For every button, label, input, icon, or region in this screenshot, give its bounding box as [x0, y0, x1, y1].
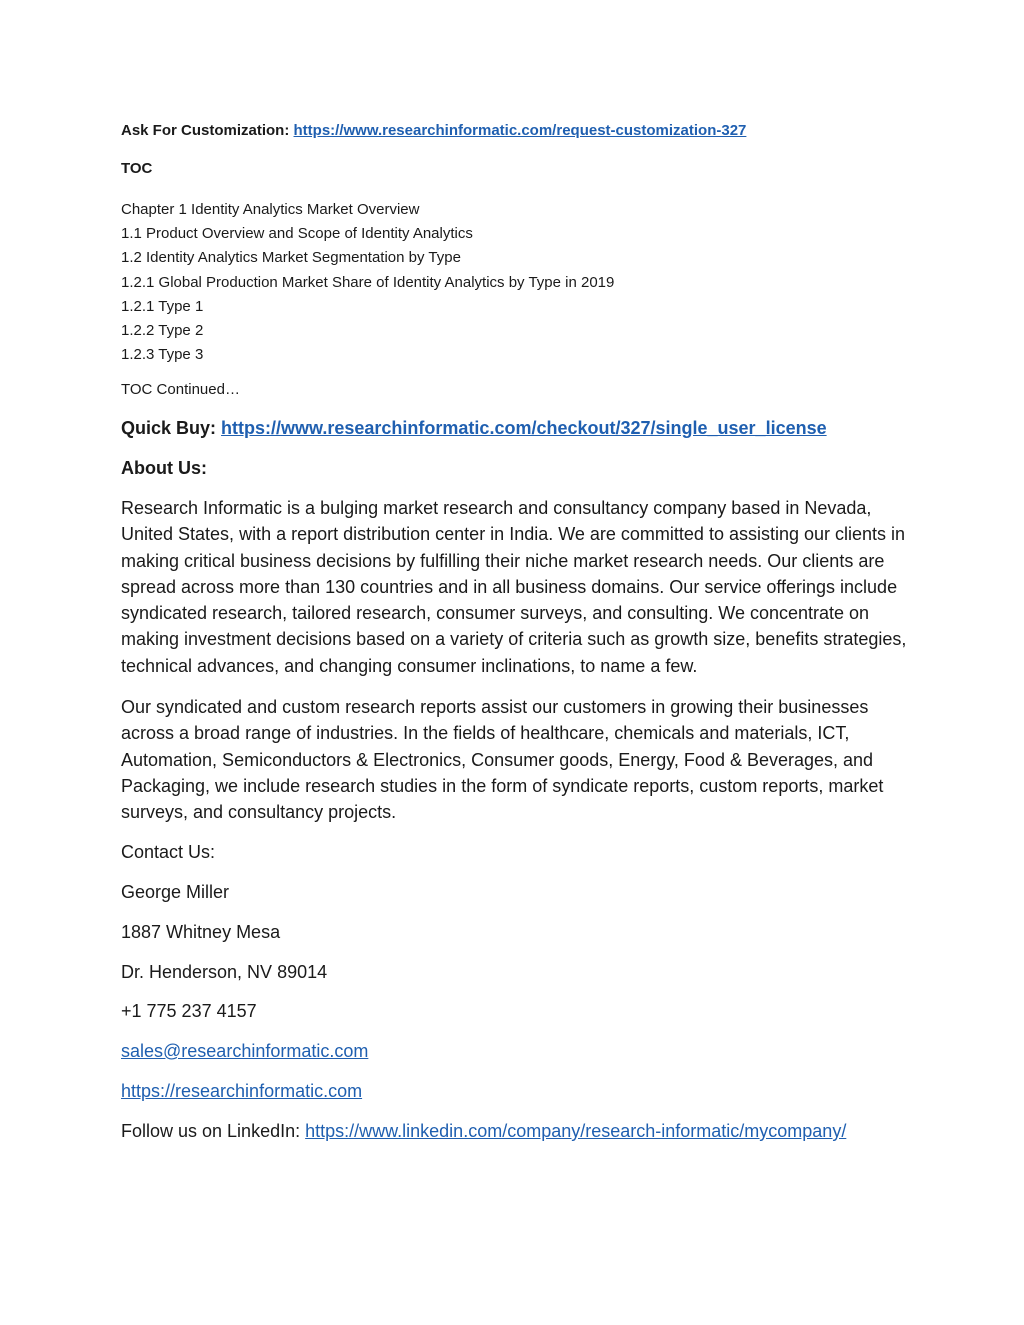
quick-buy-line	[121, 418, 827, 439]
about-paragraph-2: Our syndicated and custom research reports assist our customers in growing their businesses across a broad range of industries. In the fields of healthcare, chemicals and materials, ICT, Automation, Semiconductors & Electronics, Consumer goods, Energy, Food & Beverages, and Packaging, we include research studies in the form of syndicate reports, custom reports, market surveys, and consultancy projects.	[121, 697, 884, 823]
customization-link[interactable]: https://www.researchinformatic.com/request-customization-327	[293, 122, 747, 139]
toc-heading: TOC	[121, 160, 153, 177]
contact-street: 1887 Whitney Mesa	[121, 922, 281, 942]
about-paragraph: Research Informatic is a bulging market research and consultancy company based in Nevada, United States, with a report distribution center in India. We are committed to assisting our clients in making critical business decisions by fulfilling their niche market research needs. Our clients are spread across more than 130 countries and in all business domains. Our service offerings include syndicated research, tailored research, consumer surveys, and consulting. We concentrate on making investment decisions based on a variety of criteria such as growth size, benefits strategies, technical advances, and changing consumer inclinations, to name a few.	[121, 498, 907, 676]
about-heading: About Us:	[121, 458, 207, 478]
customization-line	[121, 122, 746, 139]
toc-item: 1.1 Product Overview and Scope of Identity Analytics	[121, 225, 473, 243]
toc-item: 1.2.2 Type 2	[121, 322, 204, 340]
contact-name: George Miller	[121, 882, 230, 902]
linkedin-label: Follow us on LinkedIn:	[121, 1121, 301, 1141]
toc-item: 1.2.1 Global Production Market Share of Identity Analytics by Type in 2019	[121, 273, 615, 291]
website-link[interactable]: https://researchinformatic.com	[121, 1081, 363, 1101]
linkedin-line	[121, 1121, 846, 1142]
toc-item: 1.2 Identity Analytics Market Segmentation by Type	[121, 249, 461, 267]
quick-buy-label: Quick Buy:	[121, 418, 217, 438]
quick-buy-link[interactable]: https://www.researchinformatic.com/checkout/327/single_user_license	[221, 418, 827, 438]
email-line	[121, 1041, 368, 1062]
toc-continued: TOC Continued…	[121, 381, 240, 398]
toc-item: 1.2.3 Type 3	[121, 346, 204, 364]
toc-item: Chapter 1 Identity Analytics Market Overview	[121, 201, 420, 218]
website-line	[121, 1081, 362, 1102]
toc-item: 1.2.1 Type 1	[121, 297, 204, 315]
contact-city: Dr. Henderson, NV 89014	[121, 962, 328, 982]
toc-list	[121, 198, 614, 367]
email-link[interactable]: sales@researchinformatic.com	[121, 1041, 369, 1061]
customization-label: Ask For Customization:	[121, 122, 290, 139]
contact-label: Contact Us:	[121, 842, 216, 862]
contact-phone: +1 775 237 4157	[121, 1001, 257, 1021]
linkedin-link[interactable]: https://www.linkedin.com/company/research-informatic/mycompany/	[305, 1121, 847, 1141]
